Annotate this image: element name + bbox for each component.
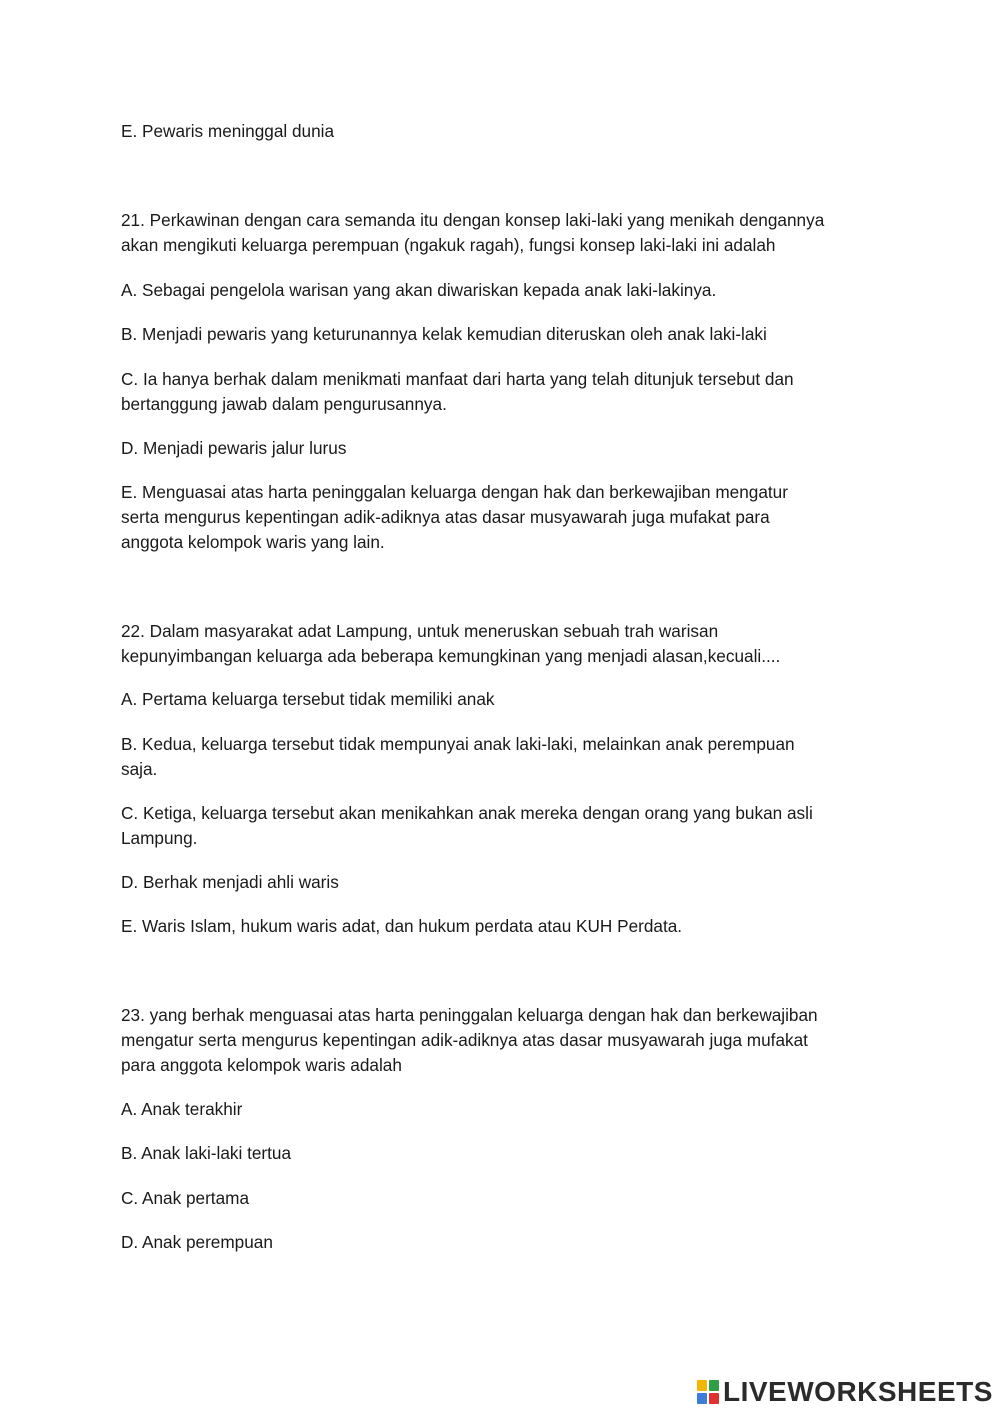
liveworksheets-logo-text: LIVEWORKSHEETS (723, 1376, 993, 1407)
liveworksheets-logo (697, 1377, 993, 1407)
q23-option-b: B. Anak laki-laki tertua (121, 1143, 292, 1163)
q21-option-e-line-1: E. Menguasai atas harta peninggalan keluarga dengan hak dan berkewajiban mengatur (121, 482, 788, 502)
q23-option-c: C. Anak pertama (121, 1188, 250, 1208)
q23-option-d: D. Anak perempuan (121, 1232, 273, 1252)
q21-question-line-1: 21. Perkawinan dengan cara semanda itu dengan konsep laki-laki yang menikah dengannya (121, 210, 825, 230)
q21-option-b: B. Menjadi pewaris yang keturunannya kelak kemudian diteruskan oleh anak laki-laki (121, 324, 767, 344)
q23-question-line-3: para anggota kelompok waris adalah (121, 1055, 402, 1075)
q23-question-line-2: mengatur serta mengurus kepentingan adik-adiknya atas dasar musyawarah juga mufakat (121, 1030, 808, 1050)
q21-option-d: D. Menjadi pewaris jalur lurus (121, 438, 347, 458)
q22-option-c-line-1: C. Ketiga, keluarga tersebut akan menikahkan anak mereka dengan orang yang bukan asli (121, 803, 813, 823)
liveworksheets-logo-icon (697, 1380, 719, 1404)
q22-option-b-line-1: B. Kedua, keluarga tersebut tidak mempunyai anak laki-laki, melainkan anak perempuan (121, 734, 795, 754)
q22-option-e: E. Waris Islam, hukum waris adat, dan hukum perdata atau KUH Perdata. (121, 916, 683, 936)
logo-square-1 (697, 1380, 707, 1391)
q23-question-line-1: 23. yang berhak menguasai atas harta peninggalan keluarga dengan hak dan berkewajiban (121, 1005, 818, 1025)
q21-option-a: A. Sebagai pengelola warisan yang akan diwariskan kepada anak laki-lakinya. (121, 280, 717, 300)
q22-question-line-1: 22. Dalam masyarakat adat Lampung, untuk meneruskan sebuah trah warisan (121, 621, 719, 641)
q21-option-e-line-2: serta mengurus kepentingan adik-adiknya atas dasar musyawarah juga mufakat para (121, 507, 770, 527)
logo-square-3 (697, 1393, 707, 1404)
logo-square-2 (709, 1380, 719, 1391)
q22-option-d: D. Berhak menjadi ahli waris (121, 872, 339, 892)
q23-option-a: A. Anak terakhir (121, 1099, 243, 1119)
q21-option-c-line-2: bertanggung jawab dalam pengurusannya. (121, 394, 447, 414)
q21-option-e-line-3: anggota kelompok waris yang lain. (121, 532, 385, 552)
q22-option-b-line-2: saja. (121, 759, 158, 779)
q22-option-c-line-2: Lampung. (121, 828, 198, 848)
prev-option-e: E. Pewaris meninggal dunia (121, 121, 335, 141)
q22-option-a: A. Pertama keluarga tersebut tidak memiliki anak (121, 689, 495, 709)
q21-question-line-2: akan mengikuti keluarga perempuan (ngakuk ragah), fungsi konsep laki-laki ini adalah (121, 235, 776, 255)
logo-square-4 (709, 1393, 719, 1404)
q21-option-c-line-1: C. Ia hanya berhak dalam menikmati manfaat dari harta yang telah ditunjuk tersebut dan (121, 369, 794, 389)
q22-question-line-2: kepunyimbangan keluarga ada beberapa kemungkinan yang menjadi alasan,kecuali.... (121, 646, 781, 666)
